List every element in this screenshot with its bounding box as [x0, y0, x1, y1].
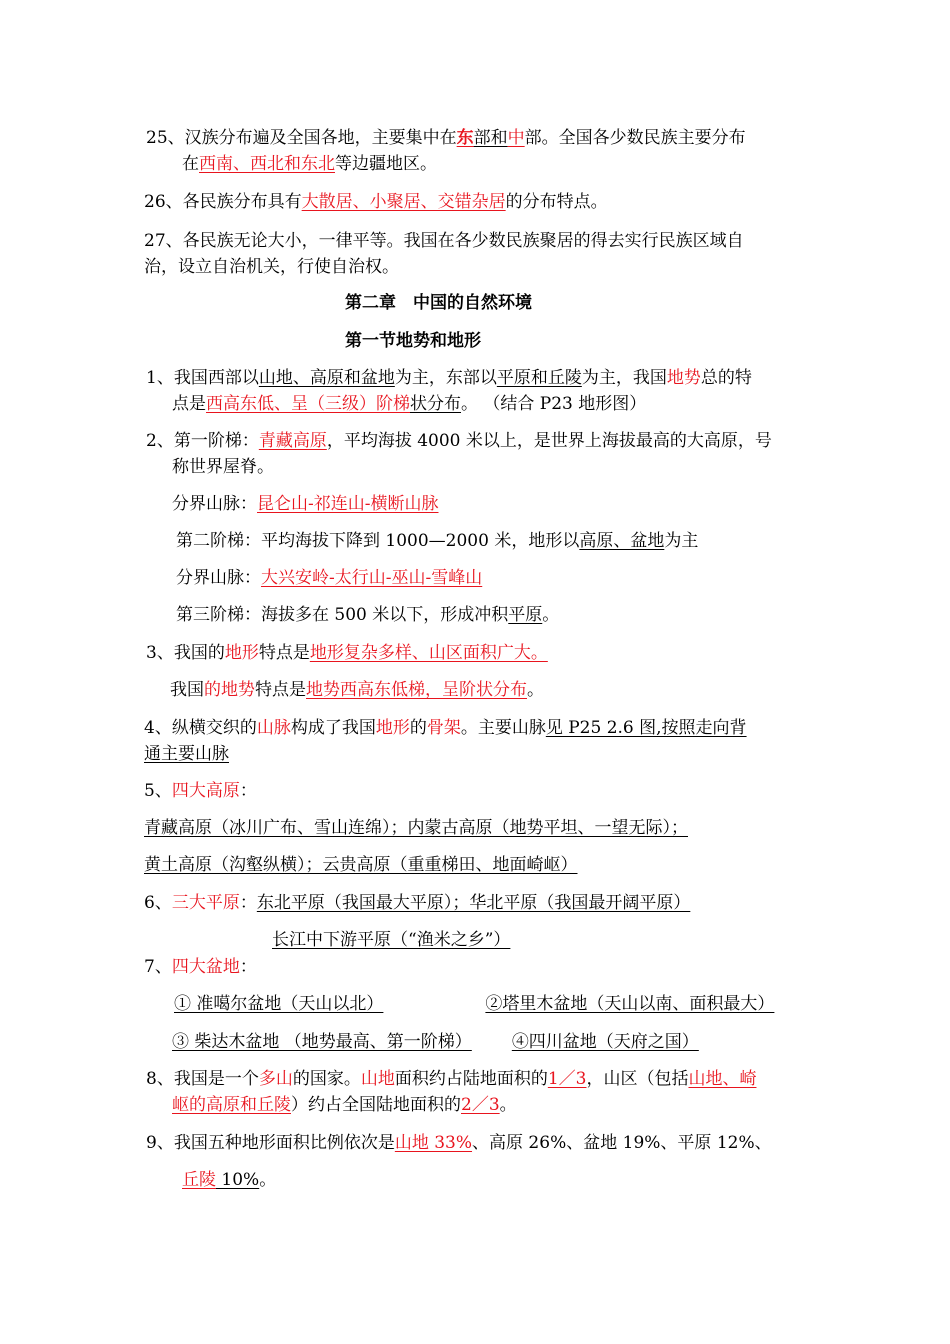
item-1-line2: 点是西高东低、呈（三级）阶梯状分布。 （结合 P23 地形图） [172, 394, 647, 414]
item-6-line2: 长江中下游平原（“渔米之乡”） [272, 930, 511, 950]
item-1-line1: 1、我国西部以山地、高原和盆地为主，东部以平原和丘陵为主，我国地势总的特 [146, 368, 752, 388]
item-7-title: 7、四大盆地： [144, 957, 257, 977]
item-25-line1: 25、汉族分布遍及全国各地，主要集中在东部和中部。全国各少数民族主要分布 [146, 128, 746, 148]
keyword-plateau: 青藏高原 [258, 431, 327, 451]
keyword-hill: 丘陵 [182, 1170, 216, 1190]
item-7-row1: ① 准噶尔盆地（天山以北） ②塔里木盆地（天山以南、面积最大） [174, 994, 775, 1014]
step-3: 第三阶梯：海拔多在 500 米以下，形成冲积平原。 [176, 605, 560, 625]
item-8-line1: 8、我国是一个多山的国家。山地面积约占陆地面积的1／3，山区（包括山地、崎 [146, 1069, 757, 1089]
chapter-title: 第二章 中国的自然环境 [345, 293, 532, 313]
item-number: 7、 [144, 957, 172, 977]
item-2-line2: 称世界屋脊。 [172, 457, 274, 477]
item-number: 2、 [146, 431, 174, 451]
item-25-line2: 在西南、西北和东北等边疆地区。 [182, 154, 437, 174]
step-2: 第二阶梯：平均海拔下降到 1000—2000 米，地形以高原、盆地为主 [176, 531, 699, 551]
item-27-line2: 治，设立自治机关，行使自治权。 [144, 257, 399, 277]
item-9-line1: 9、我国五种地形面积比例依次是山地 33%、高原 26%、盆地 19%、平原 12%、 [146, 1133, 772, 1153]
item-6-line1: 6、三大平原：东北平原（我国最大平原）；华北平原（我国最开阔平原） [144, 893, 691, 913]
item-7-row2: ③ 柴达木盆地 （地势最高、第一阶梯） ④四川盆地（天府之国） [172, 1032, 699, 1052]
item-number: 6、 [144, 893, 172, 913]
keyword-boundary-2: 大兴安岭-太行山-巫山-雪峰山 [261, 568, 483, 588]
keyword-fraction-2: 2／3 [461, 1095, 500, 1115]
item-8-line2: 岖的高原和丘陵）约占全国陆地面积的2／3。 [172, 1095, 517, 1115]
item-4-line1: 4、纵横交织的山脉构成了我国地形的骨架。主要山脉见 P25 2.6 图,按照走向背 [144, 718, 747, 738]
item-9-line2: 丘陵 10%。 [182, 1170, 277, 1190]
item-5-title: 5、四大高原： [144, 781, 257, 801]
item-number: 27、 [144, 231, 183, 251]
item-3-line1: 3、我国的地形特点是地形复杂多样、山区面积广大。 [146, 643, 548, 663]
keyword-middle: 中 [507, 128, 525, 148]
keyword-boundary-1: 昆仑山-祁连山-横断山脉 [257, 494, 439, 514]
item-number: 8、 [146, 1069, 174, 1089]
keyword-fraction-1: 1／3 [547, 1069, 587, 1089]
boundary-2: 分界山脉：大兴安岭-太行山-巫山-雪峰山 [176, 568, 483, 588]
item-number: 3、 [146, 643, 174, 663]
item-number: 9、 [146, 1133, 174, 1153]
boundary-1: 分界山脉：昆仑山-祁连山-横断山脉 [172, 494, 439, 514]
item-4-line2: 通主要山脉 [144, 744, 229, 764]
section-title: 第一节地势和地形 [345, 331, 481, 351]
keyword-east: 东 [456, 128, 474, 148]
keyword-landform-feature: 地形复杂多样、山区面积广大。 [309, 643, 548, 663]
item-number: 4、 [144, 718, 172, 738]
keyword-terrain-feature: 西高东低、呈（三级）阶梯 [206, 394, 410, 414]
item-26: 26、各民族分布具有大散居、小聚居、交错杂居的分布特点。 [144, 192, 608, 212]
keyword-regions: 西南、西北和东北 [199, 154, 335, 174]
item-number: 26、 [144, 192, 183, 212]
keyword-relief-feature: 地势西高东低梯，呈阶状分布 [306, 680, 527, 700]
keyword-mountain-pct: 山地 33% [394, 1133, 473, 1153]
item-number: 5、 [144, 781, 172, 801]
item-5-line1: 青藏高原（冰川广布、雪山连绵）；内蒙古高原（地势平坦、一望无际）； [144, 818, 688, 838]
item-27-line1: 27、各民族无论大小，一律平等。我国在各少数民族聚居的得去实行民族区域自 [144, 231, 744, 251]
item-5-line2: 黄土高原（沟壑纵横）；云贵高原（重重梯田、地面崎岖） [144, 855, 578, 875]
keyword-distribution: 大散居、小聚居、交错杂居 [301, 192, 506, 212]
item-number: 1、 [146, 368, 174, 388]
item-3-line2: 我国的地势特点是地势西高东低梯，呈阶状分布。 [170, 680, 544, 700]
item-2-line1: 2、第一阶梯：青藏高原，平均海拔 4000 米以上，是世界上海拔最高的大高原，号 [146, 431, 772, 451]
item-number: 25、 [146, 128, 185, 148]
